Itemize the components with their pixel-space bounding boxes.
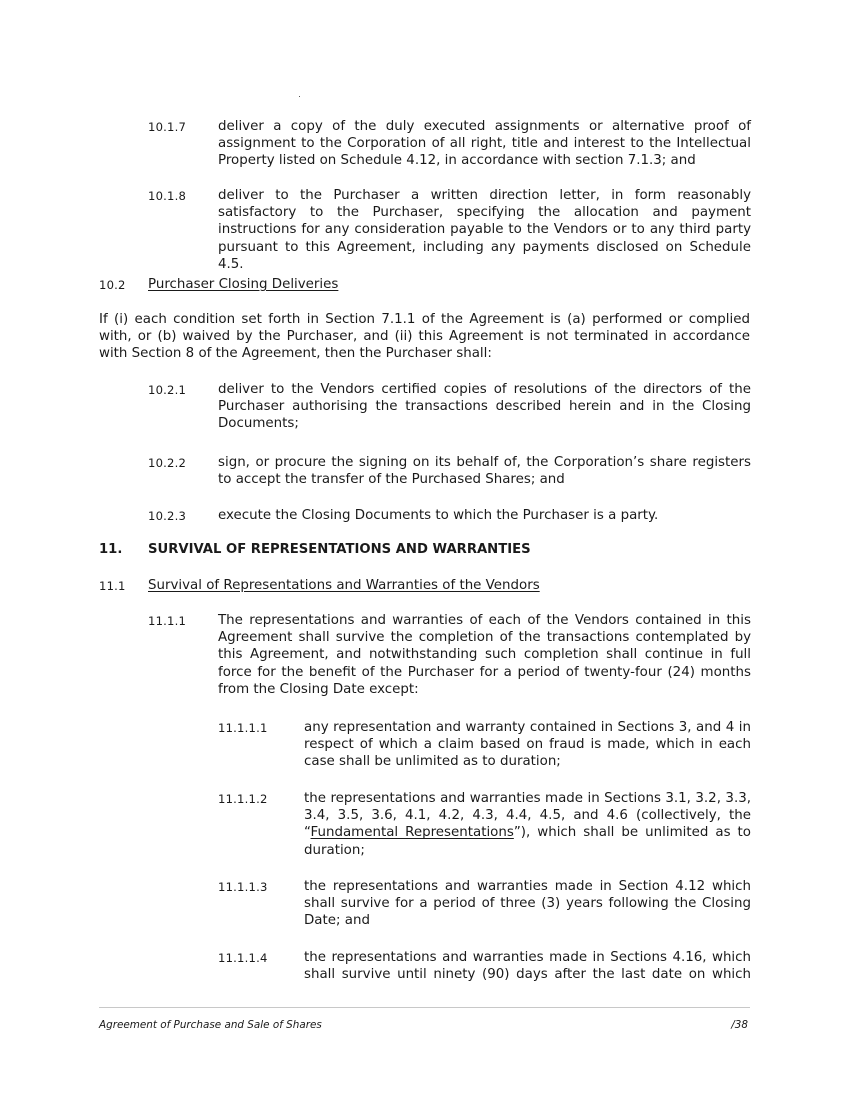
footer-page-number: /38 xyxy=(731,1019,748,1031)
clause-number: 11.1.1.3 xyxy=(218,880,268,894)
clause-number: 10.2.1 xyxy=(148,383,187,397)
clause-number: 11.1.1.1 xyxy=(218,721,268,735)
section-number: 10.2 xyxy=(99,278,126,292)
defined-term: Fundamental Representations xyxy=(310,825,514,841)
footer-document-title: Agreement of Purchase and Sale of Shares xyxy=(99,1019,322,1031)
clause-text: the representations and warranties made in Section 4.12 which shall survive for a period of three (3) years following the Closing Date; and xyxy=(304,879,751,929)
clause-text: deliver to the Purchaser a written direction letter, in form reasonably satisfactory to the Purchaser, specifying the allocation and payment instructions for any consideration payable to the Vendors or to any third party pursuant to this Agreement, including any payments disclosed on Schedule 4.5. xyxy=(218,188,751,272)
clause-text-part: the representations and warranties made in Sections 3.1, 3.2, 3.3, 3.4, 3.5, 3.6, 4.1, 4.2, 4.3, 4.4, 4.5, and 4.6 (collectively, the “ xyxy=(304,791,751,841)
article-number: 11. xyxy=(99,542,123,557)
clause-number: 10.2.3 xyxy=(148,509,187,523)
section-title: Purchaser Closing Deliveries xyxy=(148,277,339,292)
clause-number: 11.1.1 xyxy=(148,614,187,628)
article-title: SURVIVAL OF REPRESENTATIONS AND WARRANTIES xyxy=(148,542,531,557)
clause-text-part: ”), which shall be unlimited as to duration; xyxy=(304,825,752,858)
scan-mark xyxy=(299,96,300,97)
section-intro-paragraph: If (i) each condition set forth in Section 7.1.1 of the Agreement is (a) performed or complied with, or (b) waived by the Purchaser, and (ii) this Agreement is not terminated in accordance with Section 8 of the Agreement, then the Purchaser shall: xyxy=(99,312,750,362)
clause-text: any representation and warranty contained in Sections 3, and 4 in respect of which a claim based on fraud is made, which in each case shall be unlimited as to duration; xyxy=(304,720,751,770)
clause-text: sign, or procure the signing on its behalf of, the Corporation’s share registers to accept the transfer of the Purchased Shares; and xyxy=(218,455,751,488)
clause-text: the representations and warranties made in Sections 4.16, which shall survive until ninety (90) days after the last date on which xyxy=(304,950,751,983)
clause-text xyxy=(304,790,751,859)
footer-divider xyxy=(99,1007,750,1008)
clause-number: 11.1.1.2 xyxy=(218,792,268,806)
clause-text: deliver to the Vendors certified copies of resolutions of the directors of the Purchaser authorising the transactions described herein and in the Closing Documents; xyxy=(218,382,751,432)
section-title: Survival of Representations and Warranties of the Vendors xyxy=(148,578,540,593)
clause-text: execute the Closing Documents to which the Purchaser is a party. xyxy=(218,508,659,523)
clause-number: 10.1.8 xyxy=(148,189,187,203)
section-number: 11.1 xyxy=(99,579,126,593)
clause-number: 10.2.2 xyxy=(148,456,187,470)
clause-text: The representations and warranties of each of the Vendors contained in this Agreement shall survive the completion of the transactions contemplated by this Agreement, and notwithstanding such completion shall continue in full force for the benefit of the Purchaser for a period of twenty-four (24) months from the Closing Date except: xyxy=(218,613,751,697)
clause-number: 11.1.1.4 xyxy=(218,951,268,965)
clause-number: 10.1.7 xyxy=(148,120,187,134)
clause-text: deliver a copy of the duly executed assignments or alternative proof of assignment to the Corporation of all right, title and interest to the Intellectual Property listed on Schedule 4.12, in accordance with section 7.1.3; and xyxy=(218,119,751,169)
